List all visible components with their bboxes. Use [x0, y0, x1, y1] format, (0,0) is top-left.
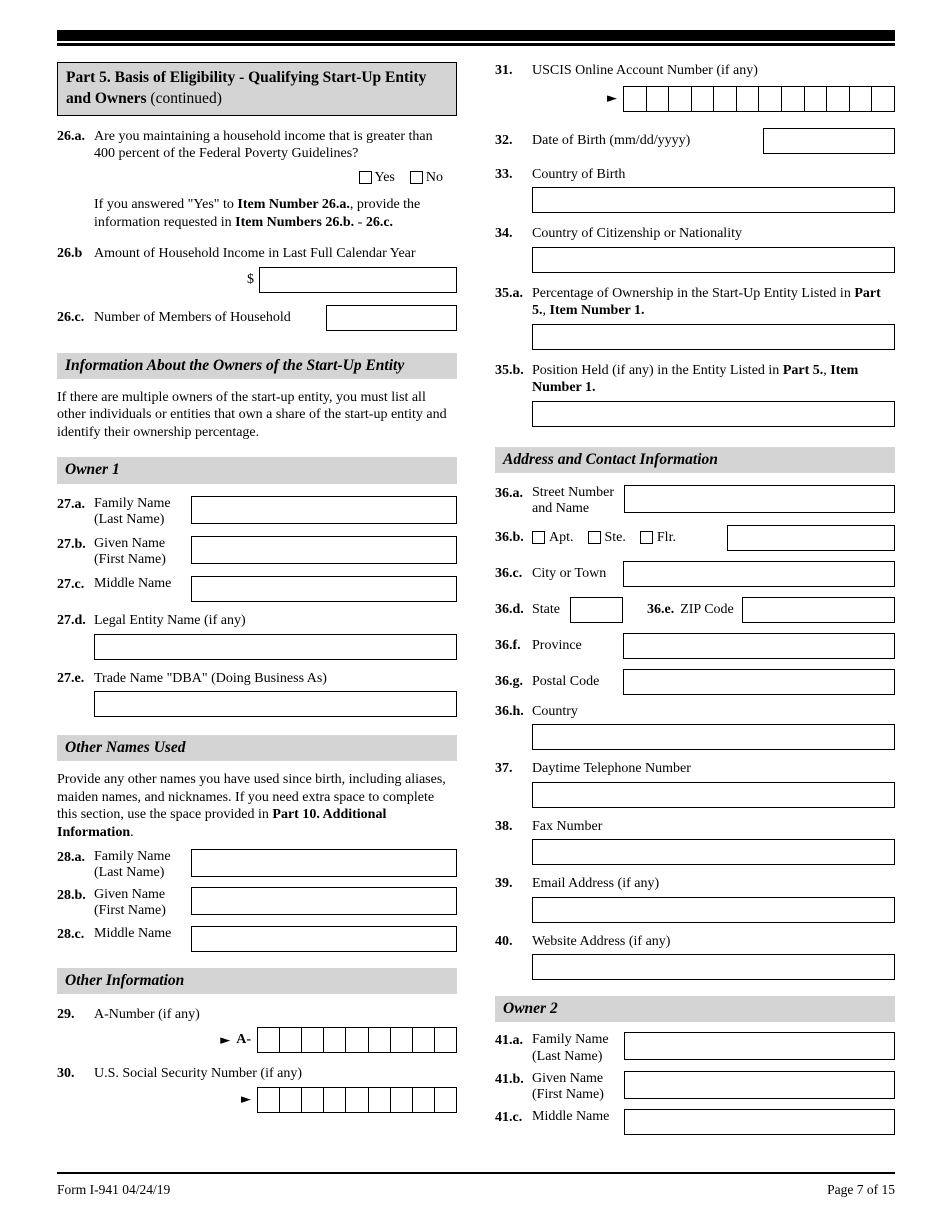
comb-cell[interactable] [737, 86, 760, 112]
ste-checkbox[interactable] [588, 531, 601, 544]
item-36b-number: 36.b. [495, 530, 524, 546]
form-number: Form I-941 04/24/19 [57, 1182, 171, 1197]
dollar-sign: $ [247, 272, 254, 288]
item-26c [57, 305, 457, 331]
text-segment: Item Numbers 26.b. [235, 214, 355, 230]
postal-code-input[interactable] [623, 669, 895, 695]
comb-cell[interactable] [391, 1087, 413, 1113]
top-bar-thin [57, 43, 895, 46]
comb-cell[interactable] [280, 1087, 302, 1113]
item-27c-number: 27.c. [57, 577, 85, 592]
field-label: Family Name [94, 849, 171, 865]
item-41c-label [532, 1109, 624, 1125]
household-income-input[interactable] [259, 267, 457, 293]
item-35a [495, 285, 895, 320]
item-28a-number: 28.a. [57, 850, 85, 866]
text-segment: , provide the information requested in [94, 197, 421, 230]
text-segment: , [542, 303, 550, 318]
section-other-information: Other Information [57, 968, 457, 994]
comb-cell[interactable] [872, 86, 895, 112]
field-sublabel: (Last Name) [94, 865, 165, 881]
item-28c-label [94, 926, 191, 942]
item-31-number: 31. [495, 63, 513, 78]
owners-intro: If there are multiple owners of the start-up entity, you must list all other individuals or entities that own a share of the start-up entity and identify their ownership percentage. [57, 389, 447, 440]
owner1-trade-name-input[interactable] [94, 691, 457, 717]
item-36g-number: 36.g. [495, 674, 523, 690]
item-27b [57, 536, 457, 568]
section-owners-info: Information About the Owners of the Start-Up Entity [57, 353, 457, 379]
item-36h-number: 36.h. [495, 703, 524, 719]
section-address-contact: Address and Contact Information [495, 447, 895, 473]
part5-header [57, 62, 457, 116]
item-26a-options [57, 169, 457, 187]
note-26 [94, 196, 457, 231]
ssn-comb [257, 1087, 457, 1113]
item-35b [495, 362, 895, 397]
item-40 [495, 933, 895, 951]
item-36f-label: Province [532, 638, 582, 654]
item-31-label: USCIS Online Account Number (if any) [532, 63, 758, 78]
comb-cell[interactable] [302, 1027, 324, 1053]
section-other-names: Other Names Used [57, 735, 457, 761]
comb-cell[interactable] [435, 1087, 457, 1113]
comb-cell[interactable] [257, 1087, 280, 1113]
comb-cell[interactable] [346, 1087, 368, 1113]
item-38-number: 38. [495, 818, 513, 834]
city-or-town-input[interactable] [623, 561, 895, 587]
item-27d [57, 612, 457, 630]
comb-cell[interactable] [346, 1027, 368, 1053]
item-36h-label: Country [532, 703, 578, 719]
item-36e-label: ZIP Code [680, 602, 734, 618]
text-segment: , [823, 362, 831, 378]
item-31 [495, 62, 895, 80]
item-27d-number: 27.d. [57, 613, 86, 628]
text-segment: Part 10. Additional Information [57, 807, 387, 840]
comb-cell[interactable] [850, 86, 873, 112]
arrow-icon: ► [607, 91, 617, 106]
website-address-input[interactable] [532, 954, 895, 980]
other-middle-name-input[interactable] [191, 926, 457, 952]
part5-title: Part 5. Basis of Eligibility - Qualifying Start-Up Entity and Owners [66, 69, 427, 107]
comb-cell[interactable] [324, 1087, 346, 1113]
item-40-number: 40. [495, 933, 513, 949]
item-26b-number: 26.b [57, 246, 83, 262]
comb-cell[interactable] [647, 86, 670, 112]
field-sublabel: (First Name) [532, 1086, 604, 1102]
field-sublabel: (First Name) [94, 551, 166, 567]
item-40-label: Website Address (if any) [532, 933, 671, 949]
part5-continued: (continued) [146, 89, 222, 107]
left-column [57, 62, 457, 1135]
item-37-number: 37. [495, 761, 513, 777]
a-number-prefix: A- [236, 1032, 251, 1048]
item-28b-number: 28.b. [57, 888, 86, 904]
comb-cell[interactable] [827, 86, 850, 112]
item-36g-label: Postal Code [532, 674, 600, 690]
item-27d-label: Legal Entity Name (if any) [94, 613, 246, 628]
daytime-phone-input[interactable] [532, 782, 895, 808]
item-34 [495, 225, 895, 243]
a-number-comb [257, 1027, 457, 1053]
ownership-percentage-input[interactable] [532, 324, 895, 350]
field-label: Middle Name [94, 576, 172, 591]
text-segment: Part 5. [782, 362, 824, 378]
field-sublabel: (First Name) [94, 903, 166, 919]
item-27b-number: 27.b. [57, 536, 86, 552]
top-bar-thick [57, 30, 895, 41]
field-sublabel: (Last Name) [532, 1048, 603, 1064]
item-29-input-row [57, 1027, 457, 1053]
item-29-number: 29. [57, 1006, 75, 1022]
item-32-label: Date of Birth (mm/dd/yyyy) [532, 132, 691, 148]
right-column [495, 62, 895, 1135]
text-segment: Part 5. [532, 285, 881, 318]
item-37 [495, 760, 895, 778]
item-38 [495, 818, 895, 836]
owner1-given-name-input[interactable] [191, 536, 457, 564]
item-26c-label: Number of Members of Household [94, 310, 291, 326]
form-columns [57, 62, 895, 1135]
owner1-family-name-input[interactable] [191, 496, 457, 524]
no-checkbox[interactable] [410, 171, 423, 184]
comb-cell[interactable] [302, 1087, 324, 1113]
item-34-number: 34. [495, 226, 513, 241]
country-input[interactable] [532, 724, 895, 750]
apt-label: Apt. [549, 530, 574, 546]
item-27c-label [94, 576, 191, 592]
item-39 [495, 875, 895, 893]
item-35a-label [532, 285, 895, 320]
country-of-citizenship-input[interactable] [532, 247, 895, 273]
field-label: Given Name [532, 1070, 604, 1086]
comb-cell[interactable] [623, 86, 647, 112]
field-sublabel: (Last Name) [94, 511, 165, 527]
item-26b-input-row [57, 267, 457, 293]
item-29-label: A-Number (if any) [94, 1006, 200, 1022]
flr-label: Flr. [656, 530, 676, 546]
field-label: Given Name [94, 535, 166, 551]
item-28c-number: 28.c. [57, 926, 85, 942]
item-31-input-row [495, 86, 895, 112]
other-given-name-input[interactable] [191, 887, 457, 915]
unit-number-input[interactable] [727, 525, 895, 551]
comb-cell[interactable] [324, 1027, 346, 1053]
item-30 [57, 1065, 457, 1083]
page-number: Page 7 of 15 [827, 1182, 895, 1197]
text-segment: - [354, 214, 366, 230]
section-owner2: Owner 2 [495, 996, 895, 1022]
item-36c-number: 36.c. [495, 566, 523, 582]
comb-cell[interactable] [413, 1087, 435, 1113]
item-41c [495, 1109, 895, 1135]
comb-cell[interactable] [435, 1027, 457, 1053]
uscis-account-comb [623, 86, 895, 112]
state-input[interactable] [570, 597, 623, 623]
date-of-birth-input[interactable] [763, 128, 895, 154]
item-26b [57, 245, 457, 263]
other-names-intro [57, 771, 457, 841]
item-26b-label: Amount of Household Income in Last Full Calendar Year [94, 246, 416, 262]
item-36a [495, 485, 895, 517]
yes-label: Yes [374, 169, 395, 185]
item-41a-number: 41.a. [495, 1033, 523, 1049]
text-segment: Position Held (if any) in the Entity Listed in [532, 362, 783, 378]
owner2-middle-name-input[interactable] [624, 1109, 895, 1135]
field-label: Middle Name [94, 925, 172, 941]
text-segment: Item Number 1. [532, 362, 859, 395]
item-41b-number: 41.b. [495, 1071, 524, 1087]
item-36d-36e [495, 597, 895, 623]
comb-cell[interactable] [369, 1087, 391, 1113]
comb-cell[interactable] [391, 1027, 413, 1053]
comb-cell[interactable] [413, 1027, 435, 1053]
text-segment: Percentage of Ownership in the Start-Up Entity Listed in [532, 285, 855, 301]
flr-checkbox[interactable] [640, 531, 653, 544]
yes-checkbox[interactable] [359, 171, 372, 184]
item-36d-label: State [532, 602, 560, 618]
item-26a-number: 26.a. [57, 128, 85, 144]
item-32 [495, 128, 895, 154]
item-39-label: Email Address (if any) [532, 876, 660, 892]
text-segment: Provide any other names you have used since birth, including aliases, maiden names, and nicknames. If you need extra space to complete this section, use the space provided in [57, 772, 446, 823]
item-32-number: 32. [495, 132, 513, 148]
comb-cell[interactable] [714, 86, 737, 112]
item-36f-number: 36.f. [495, 638, 521, 654]
comb-cell[interactable] [759, 86, 782, 112]
zip-code-input[interactable] [742, 597, 895, 623]
item-30-input-row [57, 1087, 457, 1113]
item-29 [57, 1006, 457, 1024]
owner2-given-name-input[interactable] [624, 1071, 895, 1099]
item-27c [57, 576, 457, 602]
item-33-number: 33. [495, 166, 513, 182]
item-36g [495, 669, 895, 695]
comb-cell[interactable] [369, 1027, 391, 1053]
comb-cell[interactable] [805, 86, 828, 112]
section-owner1: Owner 1 [57, 457, 457, 483]
item-27a-number: 27.a. [57, 496, 85, 512]
email-address-input[interactable] [532, 897, 895, 923]
item-41a [495, 1032, 895, 1064]
item-41b-label [532, 1071, 624, 1103]
arrow-icon: ► [220, 1032, 231, 1048]
apt-checkbox[interactable] [532, 531, 545, 544]
comb-cell[interactable] [692, 86, 715, 112]
item-36h [495, 703, 895, 721]
item-27a-label [94, 496, 191, 528]
item-37-label: Daytime Telephone Number [532, 761, 691, 777]
ste-label: Ste. [604, 530, 626, 546]
field-label: Street Number [532, 484, 615, 500]
field-label: Family Name [532, 1032, 609, 1048]
item-33-label: Country of Birth [532, 166, 626, 182]
province-input[interactable] [623, 633, 895, 659]
item-35b-number: 35.b. [495, 362, 524, 378]
item-36c [495, 561, 895, 587]
text-segment: . [130, 824, 134, 840]
comb-cell[interactable] [782, 86, 805, 112]
fax-number-input[interactable] [532, 839, 895, 865]
item-34-label: Country of Citizenship or Nationality [532, 226, 742, 241]
item-39-number: 39. [495, 876, 513, 892]
item-35a-number: 35.a. [495, 285, 523, 301]
field-sublabel: and Name [532, 500, 590, 516]
item-26a [57, 128, 457, 163]
item-27a [57, 496, 457, 528]
item-28b [57, 887, 457, 919]
item-36d-number: 36.d. [495, 602, 524, 618]
field-label: Given Name [94, 887, 166, 903]
item-27e [57, 670, 457, 688]
item-28b-label [94, 887, 191, 919]
item-26c-number: 26.c. [57, 310, 85, 326]
item-33 [495, 166, 895, 184]
country-of-birth-input[interactable] [532, 187, 895, 213]
text-segment: Item Number 26.a. [237, 197, 350, 213]
item-27e-label: Trade Name "DBA" (Doing Business As) [94, 670, 327, 686]
household-members-input[interactable] [326, 305, 457, 331]
owner1-legal-entity-name-input[interactable] [94, 634, 457, 660]
street-number-name-input[interactable] [624, 485, 895, 513]
item-26a-label: Are you maintaining a household income that is greater than 400 percent of the Federal Poverty Guidelines? [94, 128, 433, 162]
item-41b [495, 1071, 895, 1103]
field-label: Family Name [94, 495, 171, 511]
position-held-input[interactable] [532, 401, 895, 427]
text-segment: If you answered "Yes" to [94, 197, 238, 213]
text-segment: Item Number 1. [549, 303, 645, 318]
owner2-family-name-input[interactable] [624, 1032, 895, 1060]
item-30-label: U.S. Social Security Number (if any) [94, 1066, 303, 1082]
comb-cell[interactable] [280, 1027, 302, 1053]
comb-cell[interactable] [257, 1027, 280, 1053]
item-36a-number: 36.a. [495, 485, 523, 501]
item-36f [495, 633, 895, 659]
comb-cell[interactable] [669, 86, 692, 112]
item-41a-label [532, 1032, 624, 1064]
item-28a-label [94, 849, 191, 881]
arrow-icon: ► [241, 1092, 251, 1108]
other-family-name-input[interactable] [191, 849, 457, 877]
text-segment: 26.c. [365, 214, 394, 230]
page-footer [57, 1172, 895, 1199]
item-28c [57, 926, 457, 952]
item-27e-number: 27.e. [57, 670, 85, 686]
no-label: No [425, 169, 443, 185]
field-label: Middle Name [532, 1108, 610, 1124]
item-36a-label [532, 485, 624, 517]
item-36b [495, 525, 895, 551]
item-36c-label: City or Town [532, 566, 607, 582]
item-35b-label [532, 362, 895, 397]
owner1-middle-name-input[interactable] [191, 576, 457, 602]
item-30-number: 30. [57, 1066, 75, 1082]
item-27b-label [94, 536, 191, 568]
item-38-label: Fax Number [532, 818, 603, 834]
item-36e-number: 36.e. [647, 602, 675, 618]
item-41c-number: 41.c. [495, 1109, 523, 1125]
item-28a [57, 849, 457, 881]
